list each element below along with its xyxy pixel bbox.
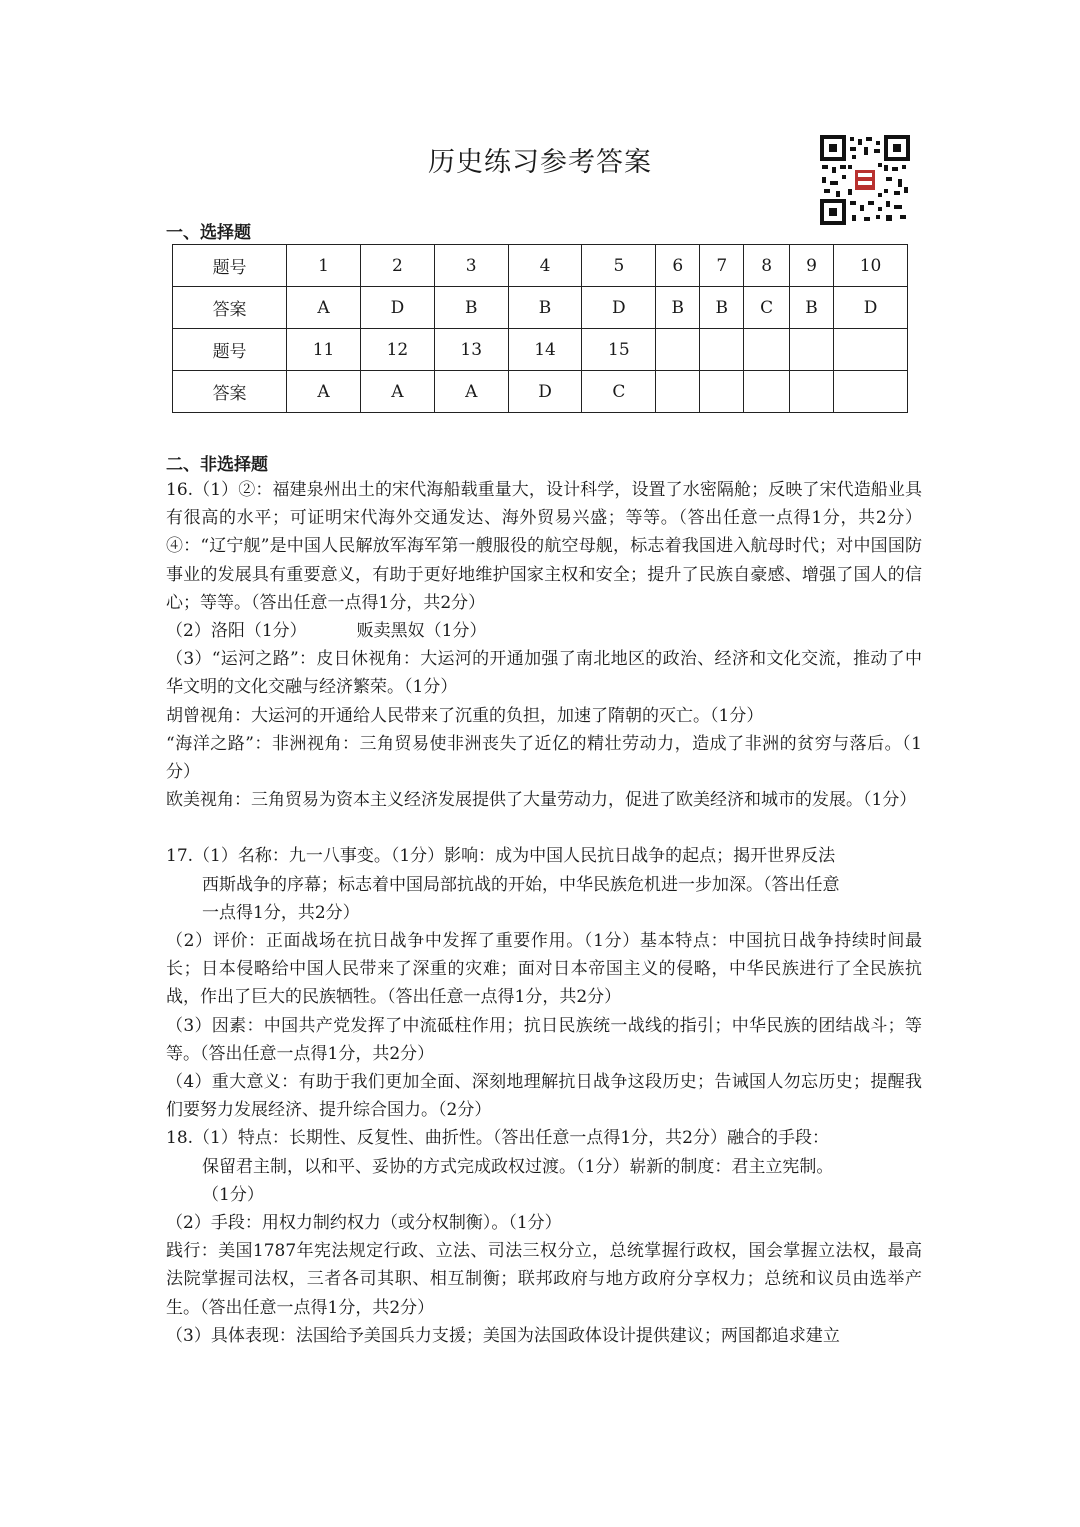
- table-cell: C: [744, 287, 790, 329]
- table-cell: 1: [287, 245, 361, 287]
- table-cell: [744, 329, 790, 371]
- q18-part1-line1: 18.（1）特点：长期性、反复性、曲折性。（答出任意一点得1分，共2分）融合的手段：: [166, 1128, 829, 1149]
- q16-part2-b: 贩卖黑奴（1分）: [356, 621, 487, 642]
- table-cell: [790, 371, 834, 413]
- q17-part1-line3: 一点得1分，共2分）: [202, 902, 360, 923]
- table-row: [173, 245, 908, 287]
- table-cell: D: [360, 287, 434, 329]
- table-cell: [656, 329, 700, 371]
- q17-part1-line1: 17.（1）名称：九一八事变。（1分）影响：成为中国人民抗日战争的起点；揭开世界反法: [166, 846, 836, 867]
- row-label: 题号: [173, 245, 287, 287]
- q16-part6: 欧美视角：三角贸易为资本主义经济发展提供了大量劳动力，促进了欧美经济和城市的发展。（1分）: [166, 790, 917, 811]
- table-cell: A: [287, 287, 361, 329]
- table-cell: 2: [360, 245, 434, 287]
- table-cell: D: [834, 287, 908, 329]
- q16-part4: 胡曾视角：大运河的开通给人民带来了沉重的负担，加速了隋朝的灭亡。（1分）: [166, 705, 764, 726]
- answer-body: [166, 476, 922, 1350]
- table-row: [173, 371, 908, 413]
- section-choice-heading: 一、选择题: [166, 223, 251, 243]
- q16-part1: 16.（1）②：福建泉州出土的宋代海船载重量大，设计科学，设置了水密隔舱；反映了宋代造船业具有很高的水平；可证明宋代海外交通发达、海外贸易兴盛；等等。（答出任意一点得1分，共2分）④：“辽宁舰”是中国人民解放军海军第一艘服役的航空母舰，标志着我国进入航母时代；对中国国防事业的发展具有重要意义，有助于更好地维护国家主权和安全；提升了民族自豪感、增强了国人的信心；等等。（答出任意一点得1分，共2分）: [166, 480, 922, 613]
- table-cell: 8: [744, 245, 790, 287]
- table-cell: 4: [508, 245, 582, 287]
- table-cell: 13: [434, 329, 508, 371]
- answer-table: [172, 244, 908, 413]
- page-title: 历史练习参考答案: [428, 147, 652, 178]
- table-cell: C: [582, 371, 656, 413]
- table-cell: [834, 371, 908, 413]
- q16-part2-a: （2）洛阳（1分）: [166, 621, 307, 642]
- q16-part3: （3）“运河之路”：皮日休视角：大运河的开通加强了南北地区的政治、经济和文化交流，推动了中华文明的文化交融与经济繁荣。（1分）: [166, 649, 922, 698]
- q17-part1-line2: 西斯战争的序幕；标志着中国局部抗战的开始，中华民族危机进一步加深。（答出任意: [202, 874, 840, 895]
- table-cell: A: [287, 371, 361, 413]
- section-nonchoice-heading: 二、非选择题: [166, 455, 268, 475]
- table-cell: B: [790, 287, 834, 329]
- table-cell: D: [508, 371, 582, 413]
- row-label: 答案: [173, 371, 287, 413]
- row-label: 答案: [173, 287, 287, 329]
- table-cell: [656, 371, 700, 413]
- table-cell: 12: [360, 329, 434, 371]
- qr-code: [820, 135, 910, 225]
- q17-part3: （3）因素：中国共产党发挥了中流砥柱作用；抗日民族统一战线的指引；中华民族的团结战斗；等等。（答出任意一点得1分，共2分）: [166, 1015, 922, 1064]
- table-cell: 3: [434, 245, 508, 287]
- table-cell: 5: [582, 245, 656, 287]
- q16-part2: [166, 617, 922, 645]
- table-cell: [700, 371, 744, 413]
- table-cell: 15: [582, 329, 656, 371]
- table-cell: [790, 329, 834, 371]
- table-cell: [700, 329, 744, 371]
- table-cell: 10: [834, 245, 908, 287]
- table-cell: 9: [790, 245, 834, 287]
- table-cell: 14: [508, 329, 582, 371]
- table-cell: [834, 329, 908, 371]
- table-cell: [744, 371, 790, 413]
- q18-part2: （2）手段：用权力制约权力（或分权制衡）。（1分）: [166, 1213, 562, 1234]
- q18-part1-line2: 保留君主制，以和平、妥协的方式完成政权过渡。（1分）崭新的制度：君主立宪制。: [202, 1156, 834, 1177]
- table-cell: A: [360, 371, 434, 413]
- table-cell: B: [656, 287, 700, 329]
- table-cell: A: [434, 371, 508, 413]
- table-cell: 11: [287, 329, 361, 371]
- q18-part1-line3: （1分）: [202, 1184, 264, 1205]
- table-row: [173, 329, 908, 371]
- table-cell: 6: [656, 245, 700, 287]
- table-cell: 7: [700, 245, 744, 287]
- table-cell: D: [582, 287, 656, 329]
- q17-part2: （2）评价：正面战场在抗日战争中发挥了重要作用。（1分）基本特点：中国抗日战争持续时间最长；日本侵略给中国人民带来了深重的灾难；面对日本帝国主义的侵略，中华民族进行了全民族抗战，作出了巨大的民族牺牲。（答出任意一点得1分，共2分）: [166, 931, 922, 1008]
- q16-part5: “海洋之路”：非洲视角：三角贸易使非洲丧失了近亿的精壮劳动力，造成了非洲的贫穷与落后。（1分）: [166, 733, 922, 783]
- table-cell: B: [700, 287, 744, 329]
- table-row: [173, 287, 908, 329]
- row-label: 题号: [173, 329, 287, 371]
- table-cell: B: [508, 287, 582, 329]
- q17-part4: （4）重大意义：有助于我们更加全面、深刻地理解抗日战争这段历史；告诫国人勿忘历史；提醒我们要努力发展经济、提升综合国力。（2分）: [166, 1072, 922, 1121]
- q18-part3: 践行：美国1787年宪法规定行政、立法、司法三权分立，总统掌握行政权，国会掌握立法权，最高法院掌握司法权，三者各司其职、相互制衡；联邦政府与地方政府分享权力；总统和议员由选举产生。（答出任意一点得1分，共2分）: [166, 1241, 922, 1318]
- table-cell: B: [434, 287, 508, 329]
- q18-part4: （3）具体表现：法国给予美国兵力支援；美国为法国政体设计提供建议；两国都追求建立: [166, 1325, 840, 1346]
